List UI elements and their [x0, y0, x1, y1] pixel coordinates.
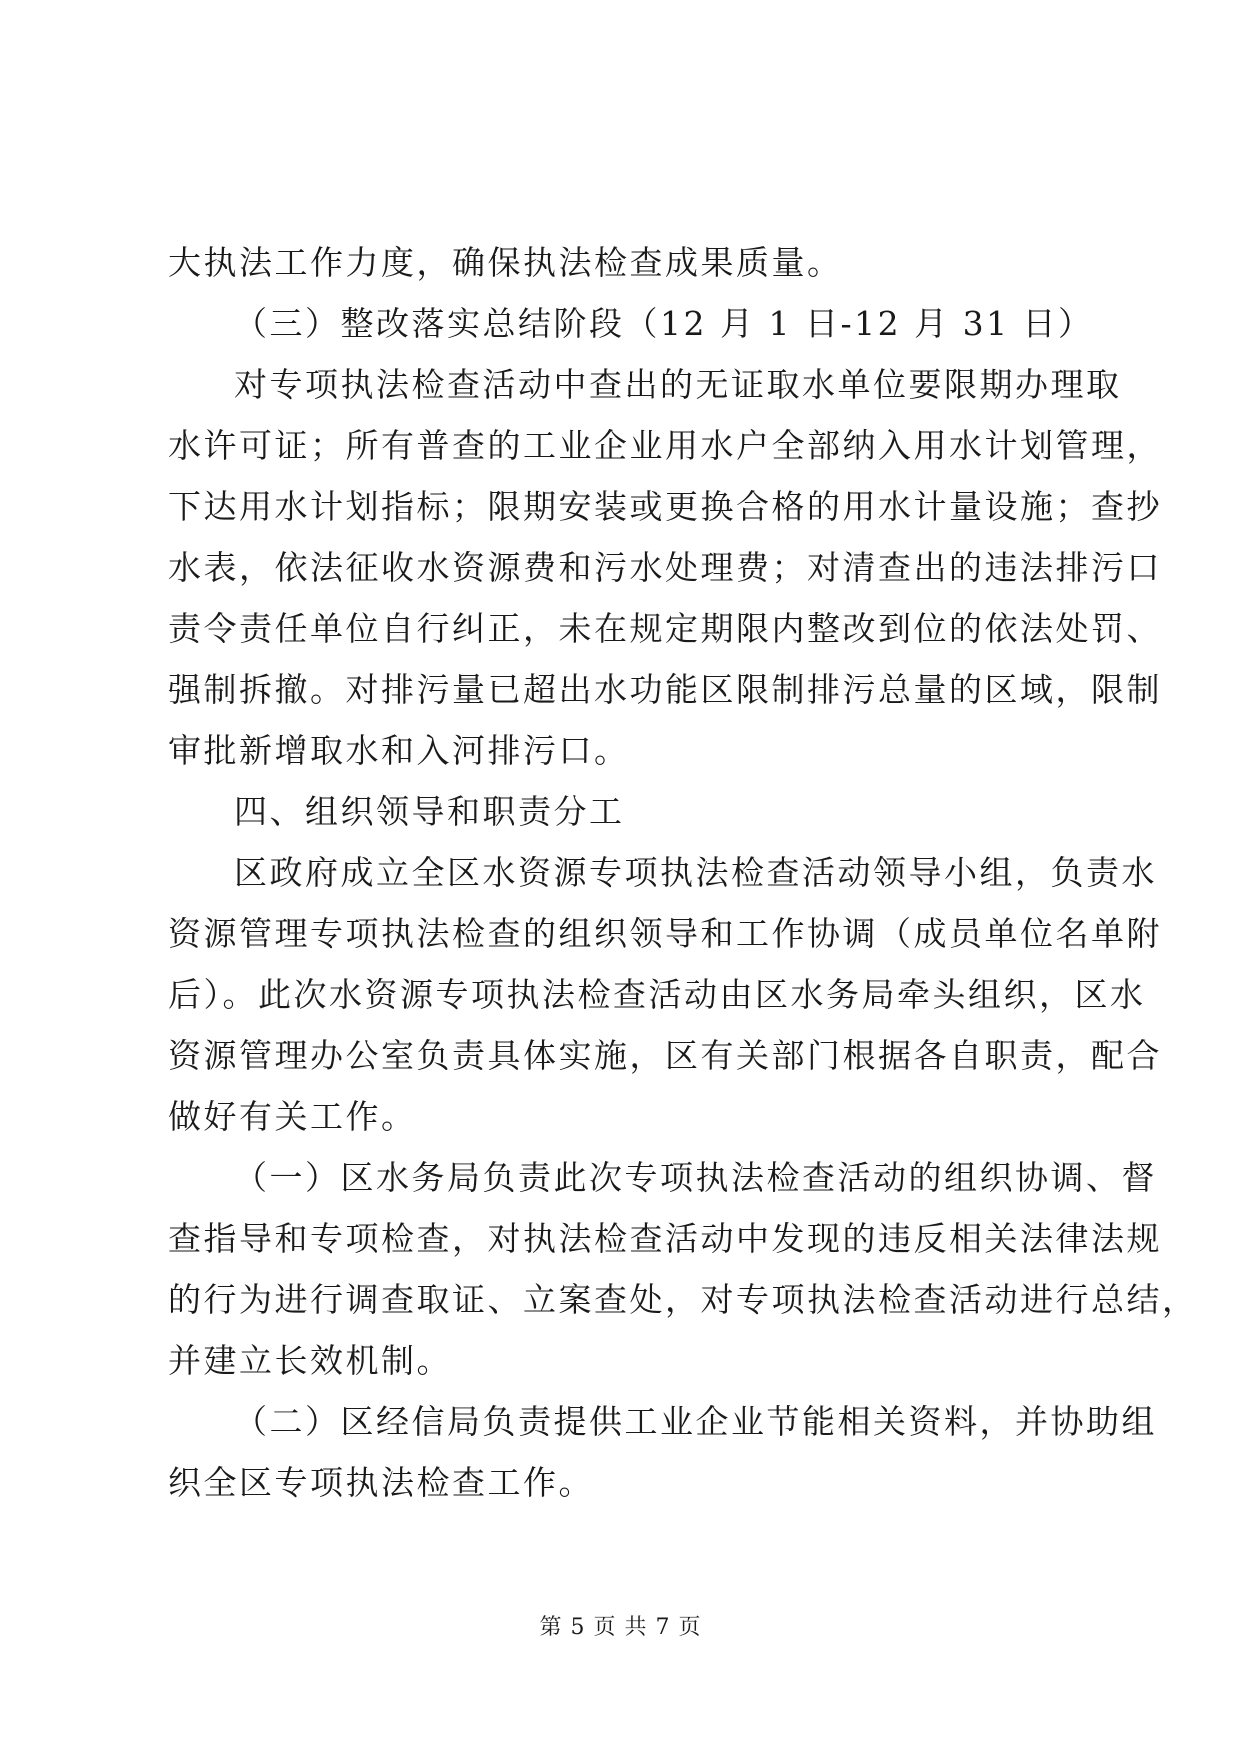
- paragraph-line: 资源管理办公室负责具体实施，区有关部门根据各自职责，配合: [168, 1036, 1162, 1075]
- paragraph-line: 区政府成立全区水资源专项执法检查活动领导小组，负责水: [234, 853, 1157, 892]
- paragraph-line: 对专项执法检查活动中查出的无证取水单位要限期办理取: [234, 365, 1122, 404]
- paragraph-line: （一）区水务局负责此次专项执法检查活动的组织协调、督: [234, 1158, 1157, 1197]
- section-heading: （三）整改落实总结阶段（12 月 1 日-12 月 31 日）: [234, 304, 1094, 343]
- paragraph-line: 查指导和专项检查，对执法检查活动中发现的违反相关法律法规: [168, 1219, 1162, 1258]
- page-number-footer: 第 5 页 共 7 页: [539, 1615, 702, 1640]
- paragraph-line: 下达用水计划指标；限期安装或更换合格的用水计量设施；查抄: [168, 487, 1162, 526]
- section-heading: 四、组织领导和职责分工: [234, 792, 625, 831]
- paragraph-line: 水表，依法征收水资源费和污水处理费；对清查出的违法排污口: [168, 548, 1162, 587]
- paragraph-line: 并建立长效机制。: [168, 1341, 452, 1380]
- paragraph-line: 强制拆撤。对排污量已超出水功能区限制排污总量的区域，限制: [168, 670, 1162, 709]
- paragraph-line: 水许可证；所有普查的工业企业用水户全部纳入用水计划管理，: [168, 426, 1162, 465]
- paragraph-line: 做好有关工作。: [168, 1097, 417, 1136]
- paragraph-line: （二）区经信局负责提供工业企业节能相关资料，并协助组: [234, 1402, 1157, 1441]
- paragraph-line: 的行为进行调查取证、立案查处，对专项执法检查活动进行总结，: [168, 1280, 1198, 1319]
- paragraph-line: 资源管理专项执法检查的组织领导和工作协调（成员单位名单附: [168, 914, 1162, 953]
- document-body: [168, 232, 1198, 1513]
- paragraph-line: 审批新增取水和入河排污口。: [168, 731, 630, 770]
- paragraph-line: 织全区专项执法检查工作。: [168, 1463, 594, 1502]
- paragraph-line: 责令责任单位自行纠正，未在规定期限内整改到位的依法处罚、: [168, 609, 1162, 648]
- paragraph-line: 后）。此次水资源专项执法检查活动由区水务局牵头组织，区水: [168, 975, 1146, 1014]
- paragraph-line: 大执法工作力度，确保执法检查成果质量。: [168, 243, 843, 282]
